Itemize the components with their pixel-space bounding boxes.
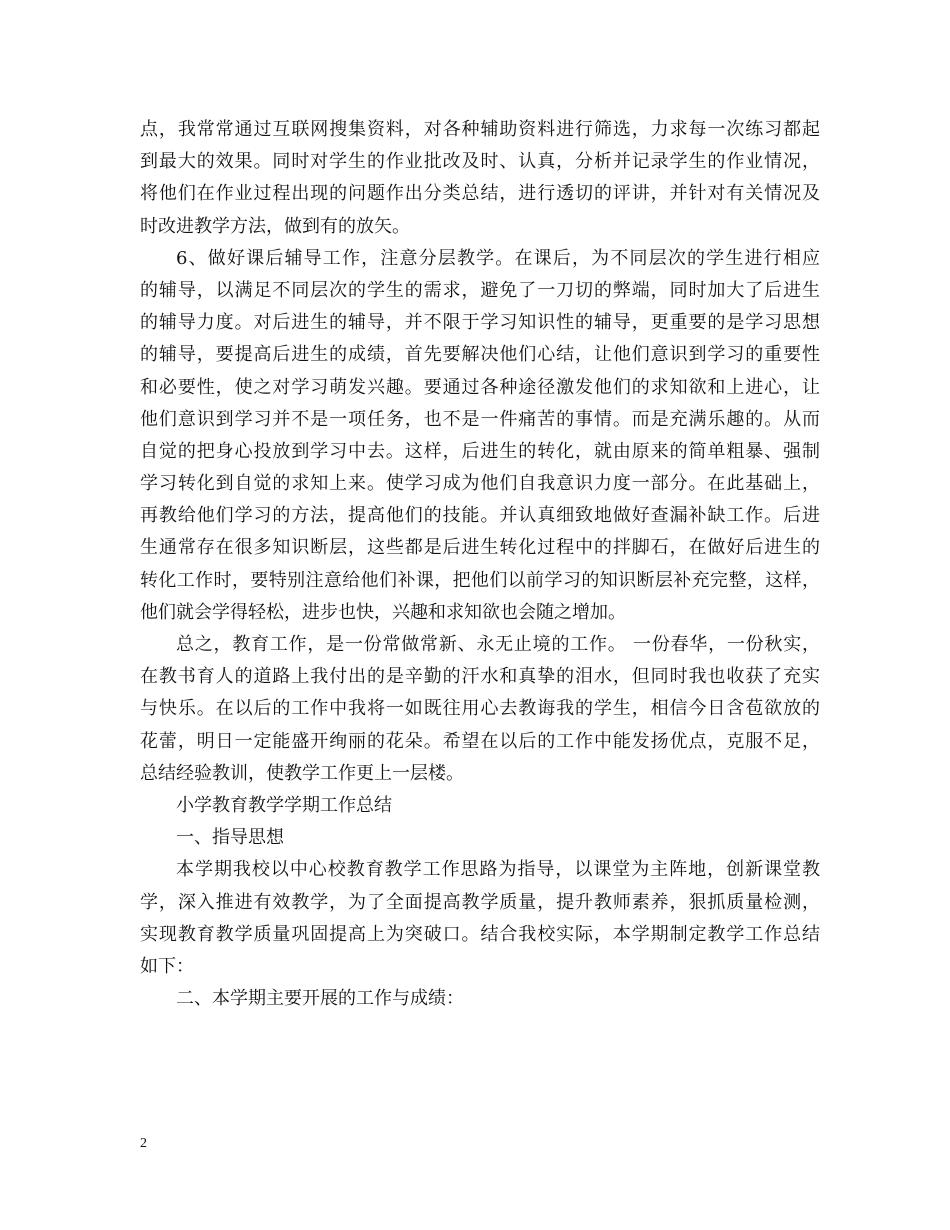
text-line: 如下： — [140, 955, 194, 977]
text-line: 花蕾，明日一定能盛开绚丽的花朵。希望在以后的工作中能发扬优点，克服不足， — [140, 730, 820, 752]
page-number: 2 — [140, 1136, 147, 1151]
text-line: 转化工作时，要特别注意给他们补课，把他们以前学习的知识断层补充完整，这样， — [140, 569, 820, 591]
section-heading: 二、本学期主要开展的工作与成绩： — [176, 988, 464, 1010]
text-line: 他们就会学得轻松，进步也快，兴趣和求知欲也会随之增加。 — [140, 601, 626, 623]
text-line: 自觉的把身心投放到学习中去。这样，后进生的转化，就由原来的简单粗暴、强制 — [140, 440, 820, 462]
text-line: 的辅导，以满足不同层次的学生的需求，避免了一刀切的弊端，同时加大了后进生 — [140, 279, 820, 301]
text-line: 学，深入推进有效教学，为了全面提高教学质量，提升教师素养，狠抓质量检测， — [140, 891, 820, 913]
section-heading: 一、指导思想 — [176, 827, 284, 849]
text-line: 的辅导，要提高后进生的成绩，首先要解决他们心结，让他们意识到学习的重要性 — [140, 344, 820, 366]
section-title: 小学教育教学学期工作总结 — [176, 794, 392, 816]
text-line: 与快乐。在以后的工作中我将一如既往用心去教诲我的学生，相信今日含苞欲放的 — [140, 698, 820, 720]
text-line: 6、做好课后辅导工作，注意分层教学。在课后，为不同层次的学生进行相应 — [176, 247, 820, 269]
text-line: 和必要性，使之对学习萌发兴趣。要通过各种途径激发他们的求知欲和上进心，让 — [140, 376, 820, 398]
text-line: 实现教育教学质量巩固提高上为突破口。结合我校实际，本学期制定教学工作总结 — [140, 923, 820, 945]
text-line: 的辅导力度。对后进生的辅导，并不限于学习知识性的辅导，更重要的是学习思想 — [140, 312, 820, 334]
text-line: 他们意识到学习并不是一项任务，也不是一件痛苦的事情。而是充满乐趣的。从而 — [140, 408, 820, 430]
text-line: 将他们在作业过程出现的问题作出分类总结，进行透切的评讲，并针对有关情况及 — [140, 183, 820, 205]
text-line: 生通常存在很多知识断层，这些都是后进生转化过程中的拌脚石，在做好后进生的 — [140, 537, 820, 559]
text-line: 再教给他们学习的方法，提高他们的技能。并认真细致地做好查漏补缺工作。后进 — [140, 505, 820, 527]
text-line: 总结经验教训，使教学工作更上一层楼。 — [140, 762, 464, 784]
text-line: 点，我常常通过互联网搜集资料，对各种辅助资料进行筛选，力求每一次练习都起 — [140, 119, 820, 140]
text-line: 总之，教育工作，是一份常做常新、永无止境的工作。 一份春华，一份秋实， — [176, 634, 820, 655]
text-line: 时改进教学方法，做到有的放矢。 — [140, 215, 410, 237]
text-line: 本学期我校以中心校教育教学工作思路为指导，以课堂为主阵地，创新课堂教 — [176, 859, 820, 881]
text-line: 学习转化到自觉的求知上来。使学习成为他们自我意识力度一部分。在此基础上， — [140, 473, 820, 495]
text-line: 在教书育人的道路上我付出的是辛勤的汗水和真挚的泪水，但同时我也收获了充实 — [140, 666, 820, 688]
text-line: 到最大的效果。同时对学生的作业批改及时、认真，分析并记录学生的作业情况， — [140, 151, 820, 173]
document-body — [140, 114, 820, 1015]
